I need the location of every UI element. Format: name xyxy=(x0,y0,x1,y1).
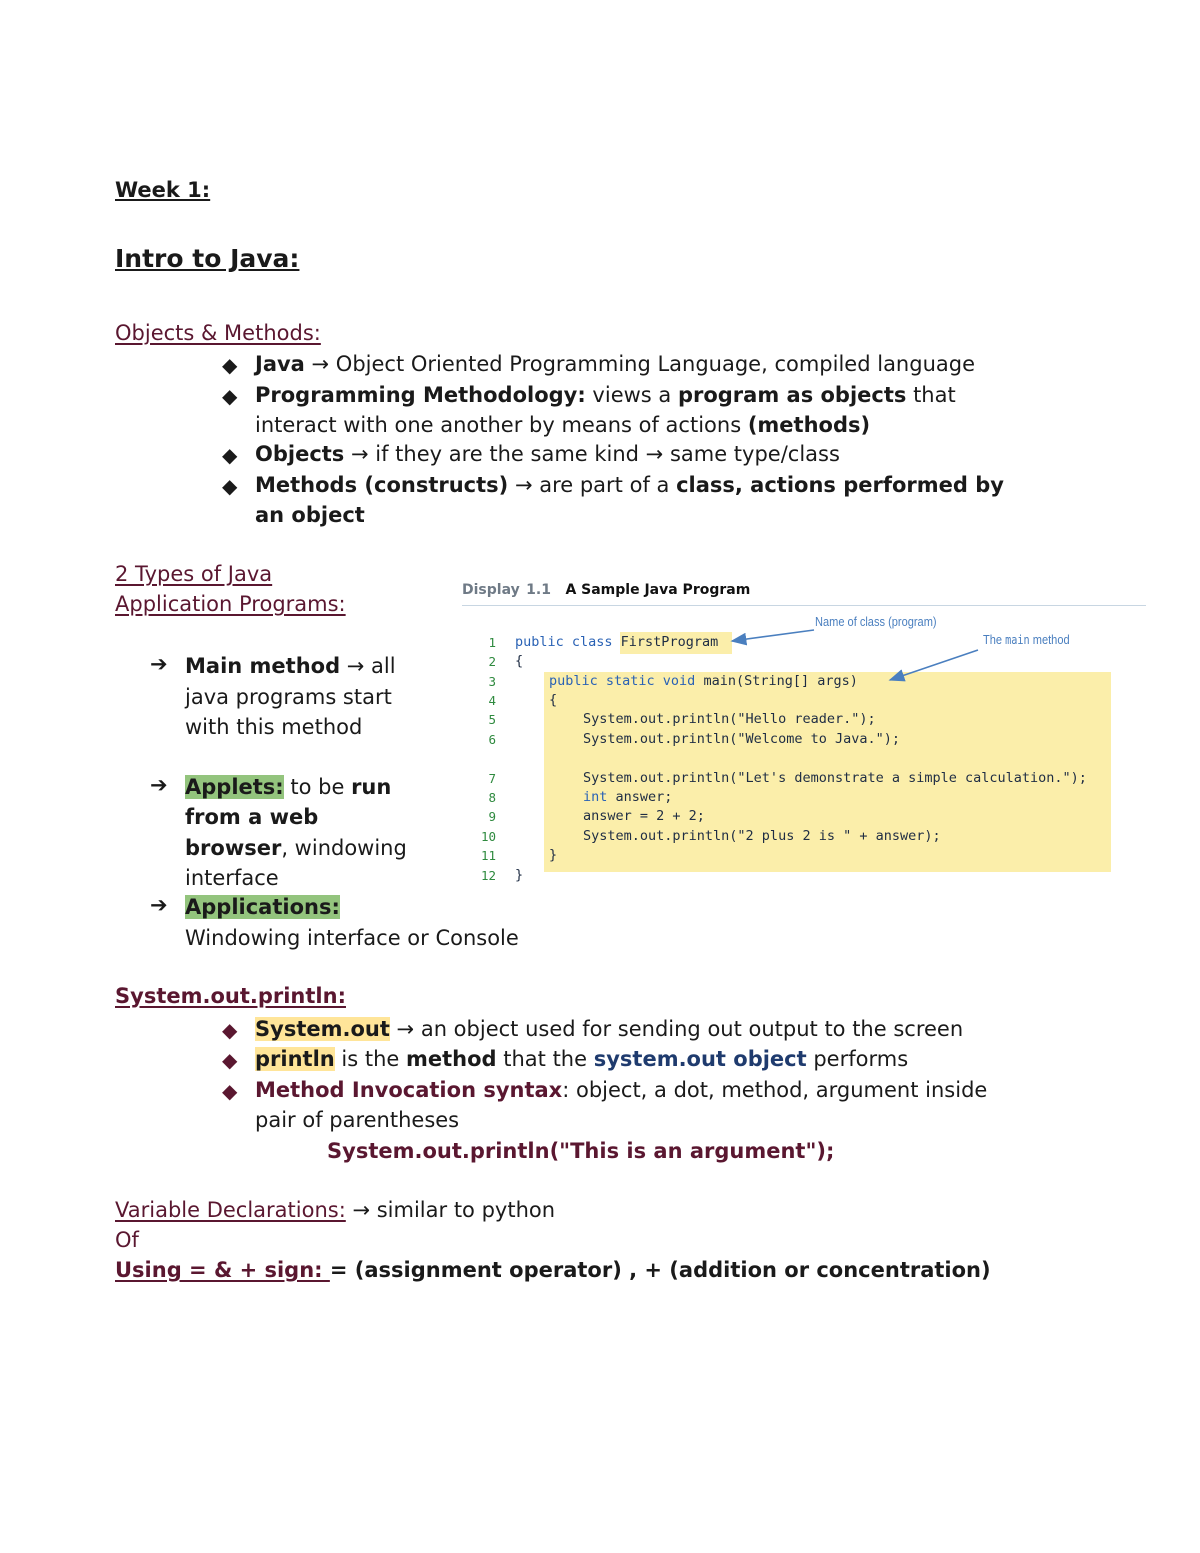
page-title: Intro to Java: xyxy=(115,244,300,273)
annotation-main-code: main xyxy=(1005,633,1030,647)
code-keyword: int xyxy=(583,789,616,805)
applications-line2: Windowing interface or Console xyxy=(185,926,519,950)
diamond-bullet-icon: ◆ xyxy=(222,1048,238,1072)
code-line-12: } xyxy=(515,867,524,883)
objects-bold: Objects xyxy=(255,442,345,466)
methodology-bold: Programming Methodology: xyxy=(255,383,586,407)
code-line-2: { xyxy=(515,653,524,669)
line-number: 12 xyxy=(480,868,496,883)
objects-text: → if they are the same kind → same type/class xyxy=(344,442,840,466)
week-heading: Week 1: xyxy=(115,178,211,202)
bullet-methodology xyxy=(255,380,956,410)
diamond-bullet-icon: ◆ xyxy=(222,1079,238,1103)
variable-declarations-text: → similar to python xyxy=(345,1198,556,1222)
println-object-navy: system.out object xyxy=(593,1047,807,1071)
applets-bold: run xyxy=(351,775,392,799)
methods-bold-2: class, actions performed by xyxy=(676,473,1004,497)
figure-caption: A Sample Java Program xyxy=(565,582,751,598)
of-text: Of xyxy=(115,1228,139,1252)
figure-display-label: Display xyxy=(462,582,520,598)
code-line-1 xyxy=(515,634,718,650)
applets-browser-bold: browser xyxy=(185,836,282,860)
applets-line3 xyxy=(185,833,407,863)
code-variable: answer; xyxy=(615,789,673,805)
code-main-signature: main(String[] args) xyxy=(703,673,858,689)
arrow-bullet-icon: ➔ xyxy=(150,652,168,676)
main-method-line1 xyxy=(185,651,396,681)
invocation-example: System.out.println("This is an argument"); xyxy=(327,1139,835,1163)
applets-text: to be xyxy=(283,775,352,799)
code-line-9: answer = 2 + 2; xyxy=(583,808,705,824)
code-keyword: public class xyxy=(515,634,621,650)
types-heading-2: Application Programs: xyxy=(115,592,346,616)
diamond-bullet-icon: ◆ xyxy=(222,443,238,467)
sysout-heading: System.out.println: xyxy=(115,984,346,1008)
println-text-2: that the xyxy=(496,1047,594,1071)
variable-declarations-heading: Variable Declarations: xyxy=(115,1198,346,1222)
applets-highlight: Applets: xyxy=(185,775,284,799)
main-method-line3: with this method xyxy=(185,715,363,739)
applets-windowing-text: , windowing xyxy=(281,836,407,860)
code-line-3 xyxy=(549,673,858,689)
line-number: 9 xyxy=(488,809,496,824)
diamond-bullet-icon: ◆ xyxy=(222,474,238,498)
bullet-java-bold: Java xyxy=(255,352,305,376)
bullet-java xyxy=(255,349,975,379)
main-method-text: → all xyxy=(340,654,396,678)
line-number: 7 xyxy=(488,771,496,786)
code-line-5: System.out.println("Hello reader."); xyxy=(583,711,876,727)
diamond-bullet-icon: ◆ xyxy=(222,384,238,408)
bullet-methods-line2: an object xyxy=(255,503,365,527)
system-out-text: → an object used for sending out output to the screen xyxy=(389,1017,964,1041)
using-signs-text: = (assignment operator) , + (addition or concentration) xyxy=(329,1258,991,1282)
code-class-name: FirstProgram xyxy=(620,634,719,650)
system-out-highlight: System.out xyxy=(255,1017,390,1041)
applets-line4: interface xyxy=(185,866,279,890)
arrow-to-main-method xyxy=(890,650,978,680)
bullet-invocation xyxy=(255,1075,987,1105)
diamond-bullet-icon: ◆ xyxy=(222,353,238,377)
line-number: 1 xyxy=(488,635,496,650)
main-method-bold: Main method xyxy=(185,654,341,678)
code-line-10: System.out.println("2 plus 2 is " + answer); xyxy=(583,828,941,844)
annotation-main-post: method xyxy=(1029,632,1070,647)
sample-java-program-figure xyxy=(462,578,1152,898)
applications-line1 xyxy=(185,892,340,922)
methodology-text-2: that xyxy=(906,383,956,407)
code-line-6: System.out.println("Welcome to Java."); xyxy=(583,731,900,747)
code-line-8 xyxy=(583,789,672,805)
annotation-main-pre: The xyxy=(983,632,1006,647)
invocation-maroon: Method Invocation syntax xyxy=(255,1078,563,1102)
figure-display-number: 1.1 xyxy=(526,582,551,598)
code-line-11: } xyxy=(549,847,558,863)
arrow-bullet-icon: ➔ xyxy=(150,893,168,917)
line-number: 11 xyxy=(480,848,496,863)
line-number: 10 xyxy=(480,829,496,844)
line-number: 3 xyxy=(488,674,496,689)
bullet-system-out xyxy=(255,1014,963,1044)
line-number: 4 xyxy=(488,693,496,708)
line-number: 5 xyxy=(488,712,496,727)
arrow-to-class-name xyxy=(732,630,814,641)
types-heading-1: 2 Types of Java xyxy=(115,562,273,586)
println-method-bold: method xyxy=(406,1047,497,1071)
applets-line2: from a web xyxy=(185,805,319,829)
methodology-line2-bold: (methods) xyxy=(747,413,871,437)
println-text-3: performs xyxy=(806,1047,909,1071)
applications-highlight: Applications: xyxy=(185,895,340,919)
arrow-bullet-icon: ➔ xyxy=(150,773,168,797)
methodology-line2-text: interact with one another by means of actions xyxy=(255,413,748,437)
applets-line1 xyxy=(185,772,391,802)
methodology-bold-2: program as objects xyxy=(677,383,907,407)
methodology-text: views a xyxy=(585,383,678,407)
methods-bold: Methods (constructs) xyxy=(255,473,509,497)
using-signs xyxy=(115,1255,991,1285)
println-highlight: println xyxy=(255,1047,335,1071)
invocation-text: : object, a dot, method, argument inside xyxy=(562,1078,988,1102)
code-line-4: { xyxy=(549,692,558,708)
variable-declarations xyxy=(115,1195,555,1225)
objects-methods-heading: Objects & Methods: xyxy=(115,321,321,345)
bullet-java-text: → Object Oriented Programming Language, compiled language xyxy=(304,352,976,376)
println-text: is the xyxy=(334,1047,406,1071)
bullet-methodology-line2 xyxy=(255,410,870,440)
line-number: 6 xyxy=(488,732,496,747)
bullet-println xyxy=(255,1044,908,1074)
line-number: 8 xyxy=(488,790,496,805)
line-number: 2 xyxy=(488,654,496,669)
bullet-invocation-line2: pair of parentheses xyxy=(255,1108,460,1132)
annotation-class-name: Name of class (program) xyxy=(815,614,937,629)
using-signs-heading: Using = & + sign: xyxy=(115,1258,330,1282)
methods-text: → are part of a xyxy=(508,473,677,497)
diamond-bullet-icon: ◆ xyxy=(222,1018,238,1042)
bullet-objects xyxy=(255,439,840,469)
code-keyword: public static void xyxy=(549,673,704,689)
bullet-methods xyxy=(255,470,1004,500)
code-line-7: System.out.println("Let's demonstrate a simple calculation."); xyxy=(583,770,1087,786)
main-method-line2: java programs start xyxy=(185,685,392,709)
